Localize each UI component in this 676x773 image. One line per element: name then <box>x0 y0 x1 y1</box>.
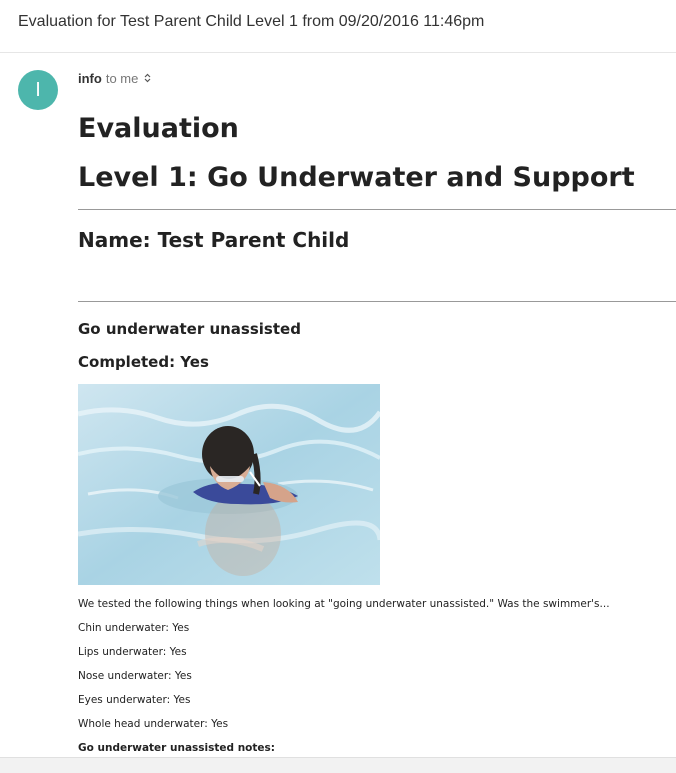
email-body <box>78 112 676 755</box>
show-details-chevron-icon[interactable] <box>144 73 151 86</box>
sender-avatar[interactable]: I <box>18 70 58 110</box>
level-title: Level 1: Go Underwater and Support <box>78 162 635 193</box>
check-item: Chin underwater: Yes <box>78 622 190 634</box>
check-item: Nose underwater: Yes <box>78 670 192 682</box>
evaluation-title: Evaluation <box>78 113 239 144</box>
check-item: Eyes underwater: Yes <box>78 694 191 706</box>
check-item: Lips underwater: Yes <box>78 646 187 658</box>
email-subject: Evaluation for Test Parent Child Level 1 from 09/20/2016 11:46pm <box>18 13 485 30</box>
skill-title: Go underwater unassisted <box>78 320 301 338</box>
bottom-scroll-strip <box>0 757 676 773</box>
divider <box>78 209 676 210</box>
check-item: Whole head underwater: Yes <box>78 718 229 730</box>
notes-label: Go underwater unassisted notes: <box>78 742 275 754</box>
recipient-label: to me <box>105 71 139 86</box>
swimmer-underwater-photo <box>78 384 380 585</box>
evaluation-intro: We tested the following things when looking at "going underwater unassisted." Was the swimmer's... <box>78 598 610 610</box>
swimmer-name: Name: Test Parent Child <box>78 228 350 252</box>
divider <box>78 301 676 302</box>
sender-name[interactable]: info <box>78 71 102 86</box>
email-header <box>0 0 676 53</box>
sender-line <box>78 71 151 86</box>
completed-status: Completed: Yes <box>78 353 209 371</box>
